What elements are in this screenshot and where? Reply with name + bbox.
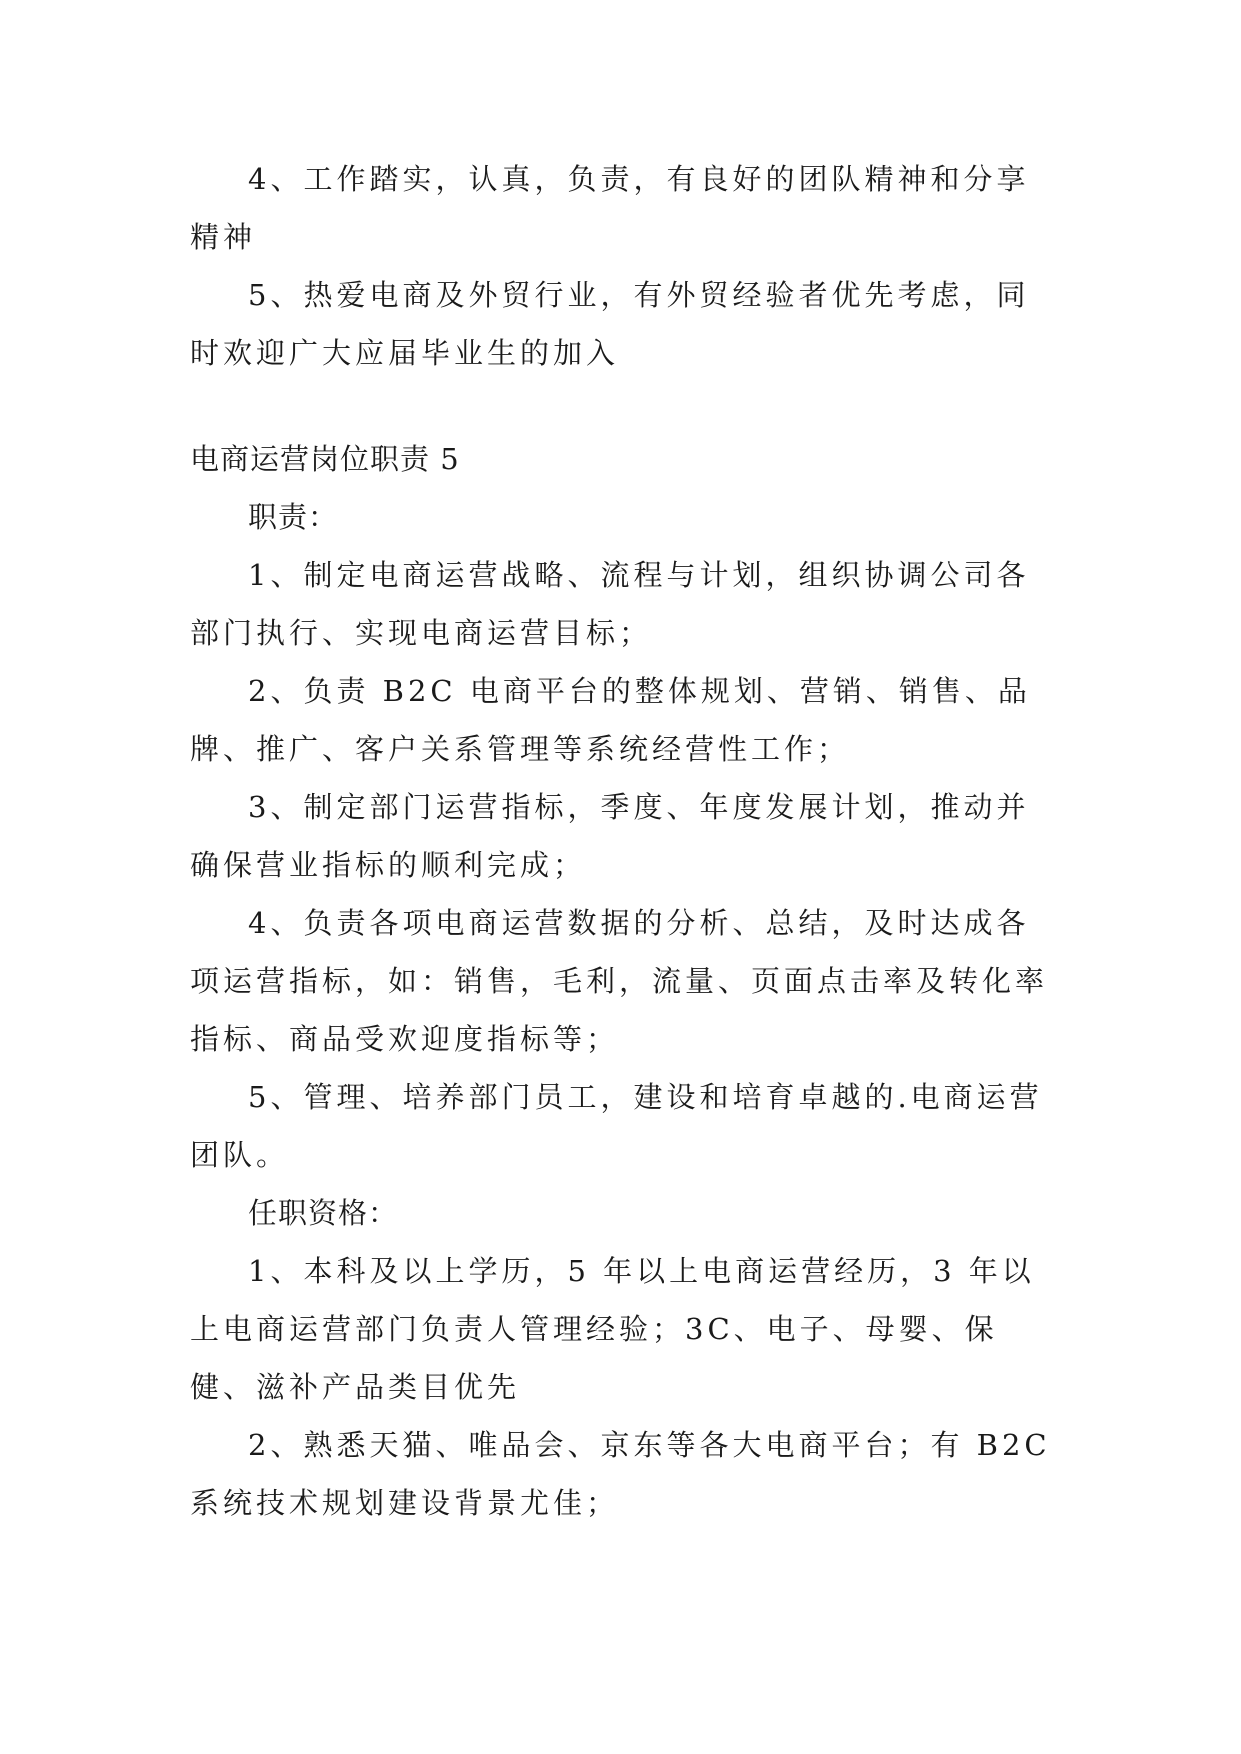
duty-item-2: 2、负责 B2C 电商平台的整体规划、营销、销售、品牌、推广、客户关系管理等系统经营性工作；	[190, 674, 1031, 766]
document-body	[190, 150, 1060, 1532]
paragraph-top-item-4: 4、工作踏实，认真，负责，有良好的团队精神和分享精神	[190, 162, 1030, 254]
duty-item-4: 4、负责各项电商运营数据的分析、总结，及时达成各项运营指标，如：销售，毛利，流量、页面点击率及转化率指标、商品受欢迎度指标等；	[190, 906, 1049, 1056]
duty-item-1: 1、制定电商运营战略、流程与计划，组织协调公司各部门执行、实现电商运营目标；	[190, 558, 1030, 650]
qualification-item-2: 2、熟悉天猫、唯品会、京东等各大电商平台；有 B2C 系统技术规划建设背景尤佳；	[190, 1428, 1051, 1520]
duties-label: 职责：	[248, 500, 339, 534]
paragraph-top-item-5: 5、热爱电商及外贸行业，有外贸经验者优先考虑，同时欢迎广大应届毕业生的加入	[190, 278, 1030, 370]
qualification-item-1: 1、本科及以上学历，5 年以上电商运营经历，3 年以上电商运营部门负责人管理经验；3C、电子、母婴、保健、滋补产品类目优先	[190, 1254, 1035, 1404]
section-title: 电商运营岗位职责 5	[190, 442, 460, 476]
qualifications-label: 任职资格：	[248, 1196, 399, 1230]
duty-item-3: 3、制定部门运营指标，季度、年度发展计划，推动并确保营业指标的顺利完成；	[190, 790, 1030, 882]
duty-item-5: 5、管理、培养部门员工，建设和培育卓越的.电商运营团队。	[190, 1080, 1043, 1172]
